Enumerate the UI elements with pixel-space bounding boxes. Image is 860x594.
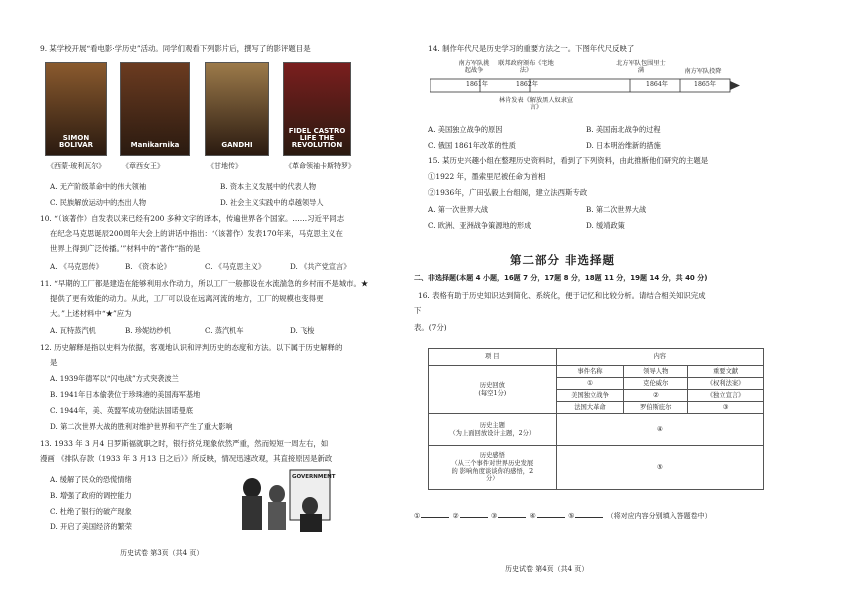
answer-blank-3[interactable] (498, 510, 526, 518)
table-theme-mark: ④ (556, 414, 763, 446)
poster-title: FIDEL CASTRO LIFE THE REVOLUTION (288, 127, 346, 149)
table-review-cell (429, 366, 557, 414)
answer-mark-3: ③ (491, 512, 498, 520)
q15-stem: 15. 某历史兴趣小组在整理历史资料时，看到了下列资料，由此推断他们研究的主题是 (428, 156, 709, 165)
q16-line-1: 16. 表格有助于历史知识达到简化、系统化，便于记忆和比较分析。请结合相关知识完成 (418, 291, 706, 300)
timeline-event-3: 北方军队包围里士满 (616, 60, 666, 75)
table-header-content: 内容 (556, 349, 763, 366)
q14-option-d: D. 日本明治维新的措施 (586, 141, 661, 150)
section-title: 第二部分 非选择题 (510, 253, 616, 267)
timeline-year-1864: 1864年 (646, 81, 668, 88)
q16-line-3: 表。(7分) (414, 323, 447, 332)
table-header-item: 项 目 (429, 349, 557, 366)
left-footer: 历史试卷 第3页（共4 页） (120, 549, 204, 557)
table-insight-mark: ⑤ (556, 446, 763, 490)
cartoon-label: GOVERNMENT (292, 474, 336, 480)
table-insight-note-1: （从三个事件对世界历史发展 (451, 459, 534, 467)
table-insight-note-2: 的 影响角度谈谈你的感悟，2 (451, 467, 534, 475)
q13-option-a: A. 缓解了民众的恐慌情绪 (50, 475, 132, 484)
answer-line (414, 510, 712, 521)
answer-note: （将对应内容分别填入答题卷中） (606, 512, 712, 520)
poster-image (45, 62, 107, 156)
q11-option-a: A. 瓦特蒸汽机 (50, 326, 96, 335)
q12-option-c: C. 1944年，美、英盟军成功登陆法国诺曼底 (50, 406, 194, 415)
poster-image (120, 62, 190, 156)
table-cell-leader: 罗伯斯庇尔 (624, 402, 688, 414)
cartoon-image (232, 466, 334, 534)
q15-item-1: ①1922 年，墨索里尼被任命为首相 (428, 172, 546, 181)
timeline-year-1865: 1865年 (694, 81, 716, 88)
answer-mark-1: ① (414, 512, 421, 520)
q11-line-2: 提供了更有效能的动力。从此，工厂可以设在远离河流的地方，工厂的规模也变得更 (50, 294, 324, 303)
q9-option-a: A. 无产阶级革命中的伟大领袖 (50, 182, 147, 191)
q13-option-d: D. 开启了美国经济的繁荣 (50, 522, 132, 531)
answer-mark-4: ④ (529, 512, 536, 520)
table-cell-leader: 克伦威尔 (624, 378, 688, 390)
answer-mark-2: ② (452, 512, 459, 520)
poster-image (283, 62, 351, 156)
table-theme-note: （为上面回放设计主题，2分） (449, 429, 536, 437)
poster-title: SIMON BOLIVAR (58, 134, 94, 149)
q12-stem-2: 是 (50, 358, 58, 367)
q12-option-b: B. 1941年日本偷袭位于珍珠港的美国海军基地 (50, 390, 201, 399)
q10-option-a: A. 《马克思传》 (50, 262, 103, 271)
table-cell-doc: ③ (688, 402, 764, 414)
table-insight-cell (429, 446, 557, 490)
q15-option-d: D. 缓靖政策 (586, 221, 625, 230)
table-cell-event: 美国独立战争 (556, 390, 624, 402)
q15-option-b: B. 第二次世界大战 (586, 205, 647, 214)
answer-blank-2[interactable] (460, 510, 488, 518)
q10-option-c: C. 《马克思主义》 (205, 262, 266, 271)
q10-line-2: 在纪念马克思诞辰200周年大会上的讲话中指出：‘（该著作）发表170年来，马克思主义在 (50, 229, 343, 238)
q14-option-c: C. 俄国 1861年改革的性质 (428, 141, 516, 150)
table-theme-cell (429, 414, 557, 446)
q13-option-c: C. 杜绝了银行的破产现象 (50, 507, 132, 516)
q13-line-2: 漫画 《排队存款（1933 年 3 月13 日之后）》所反映，情况迅速改观，其直接原因是新政 (40, 454, 333, 463)
answer-blank-4[interactable] (537, 510, 565, 518)
timeline-event-4: 南方军队投降 (684, 68, 722, 75)
poster-image (205, 62, 269, 156)
timeline-event-1: 南方军队挑起战争 (458, 60, 490, 75)
table-insight-label: 历史感悟 (479, 451, 505, 459)
poster-title: Manikarnika (130, 141, 180, 149)
poster-caption: 《甘地传》 (207, 162, 242, 170)
q11-option-b: B. 珍妮纺纱机 (125, 326, 171, 335)
q10-line-3: 世界上得到广泛传播。’”材料中的“著作”指的是 (50, 244, 201, 253)
table-header-leader: 领导人物 (624, 366, 688, 378)
q11-option-d: D. 飞梭 (290, 326, 315, 335)
q14-option-b: B. 美国南北战争的过程 (586, 125, 661, 134)
history-table (428, 348, 764, 490)
table-header-doc: 重要文献 (688, 366, 764, 378)
answer-blank-1[interactable] (421, 510, 449, 518)
q13-line-1: 13. 1933 年 3 月4 日罗斯福就职之时，银行挤兑现象依然严重，然而短短一周左右，如 (40, 439, 329, 448)
q9-stem: 9. 某学校开展“看电影·学历史”活动。同学们观看下列影片后，撰写了的影评题目是 (40, 44, 311, 53)
q9-option-c: C. 民族解放运动中的杰出人物 (50, 198, 147, 207)
q16-line-2: 下 (414, 306, 422, 315)
section-subtitle: 二、非选择题(本题 4 小题，16题 7 分，17题 8 分，18题 11 分，19题 14 分，共 40 分) (414, 274, 708, 282)
table-cell-event: ① (556, 378, 624, 390)
q11-line-1: 11. “早期的工厂都是建造在能够利用水作动力，所以工厂一般都设在水流湍急的乡村而不是城市。★ (40, 279, 369, 288)
q9-option-b: B. 资本主义发展中的代表人物 (220, 182, 317, 191)
table-review-label: 历史回放 (479, 381, 505, 389)
table-cell-doc: 《独立宣言》 (688, 390, 764, 402)
q15-option-c: C. 欧洲、亚洲战争策源地的形成 (428, 221, 532, 230)
q12-option-d: D. 第二次世界大战的胜利对维护世界和平产生了重大影响 (50, 422, 233, 431)
answer-blank-5[interactable] (575, 510, 603, 518)
right-footer: 历史试卷 第4页（共4 页） (505, 565, 589, 573)
q9-option-d: D. 社会主义实践中的卓越领导人 (220, 198, 324, 207)
q13-option-b: B. 增强了政府的调控能力 (50, 491, 132, 500)
table-cell-event: 法国大革命 (556, 402, 624, 414)
poster-caption: 《章西女王》 (122, 162, 164, 170)
q15-item-2: ②1936年，广田弘毅上台组阁，建立法西斯专政 (428, 188, 588, 197)
timeline-event-bottom: 林肯发表《解放黑人奴隶宣言》 (498, 97, 574, 112)
q10-option-d: D. 《共产党宣言》 (290, 262, 351, 271)
table-insight-note-3: 分） (486, 475, 499, 483)
q14-stem: 14. 制作年代尺是历史学习的重要方法之一。下图年代尺反映了 (428, 44, 635, 53)
table-theme-label: 历史主题 (479, 421, 505, 429)
q15-option-a: A. 第一次世界大战 (428, 205, 489, 214)
q11-option-c: C. 蒸汽机车 (205, 326, 244, 335)
table-cell-leader: ② (624, 390, 688, 402)
poster-title: GANDHI (221, 141, 253, 149)
q11-line-3: 大。”上述材料中“★”应为 (50, 309, 132, 318)
table-cell-doc: 《权利法案》 (688, 378, 764, 390)
table-header-event: 事件名称 (556, 366, 624, 378)
q10-option-b: B. 《资本论》 (125, 262, 171, 271)
timeline-year-1861: 1861年 (466, 81, 488, 88)
q14-option-a: A. 美国独立战争的原因 (428, 125, 503, 134)
poster-caption: 《革命领袖卡斯特罗》 (285, 162, 355, 170)
poster-caption: 《西蒙·玻利瓦尔》 (47, 162, 106, 170)
timeline-year-1862: 1862年 (516, 81, 538, 88)
answer-mark-5: ⑤ (568, 512, 575, 520)
q10-line-1: 10. “（该著作）自发表以来已经有200 多种文字的译本，传遍世界各个国家。……习近平同志 (40, 214, 345, 223)
q12-stem: 12. 历史解释是指以史料为依据，客观地认识和评判历史的态度和方法。以下属于历史解释的 (40, 343, 343, 352)
table-review-note: (每空1分) (478, 389, 507, 397)
q12-option-a: A. 1939年德军以“闪电战”方式突袭波兰 (50, 374, 179, 383)
timeline-event-2: 联邦政府颁布《宅地法》 (498, 60, 554, 75)
